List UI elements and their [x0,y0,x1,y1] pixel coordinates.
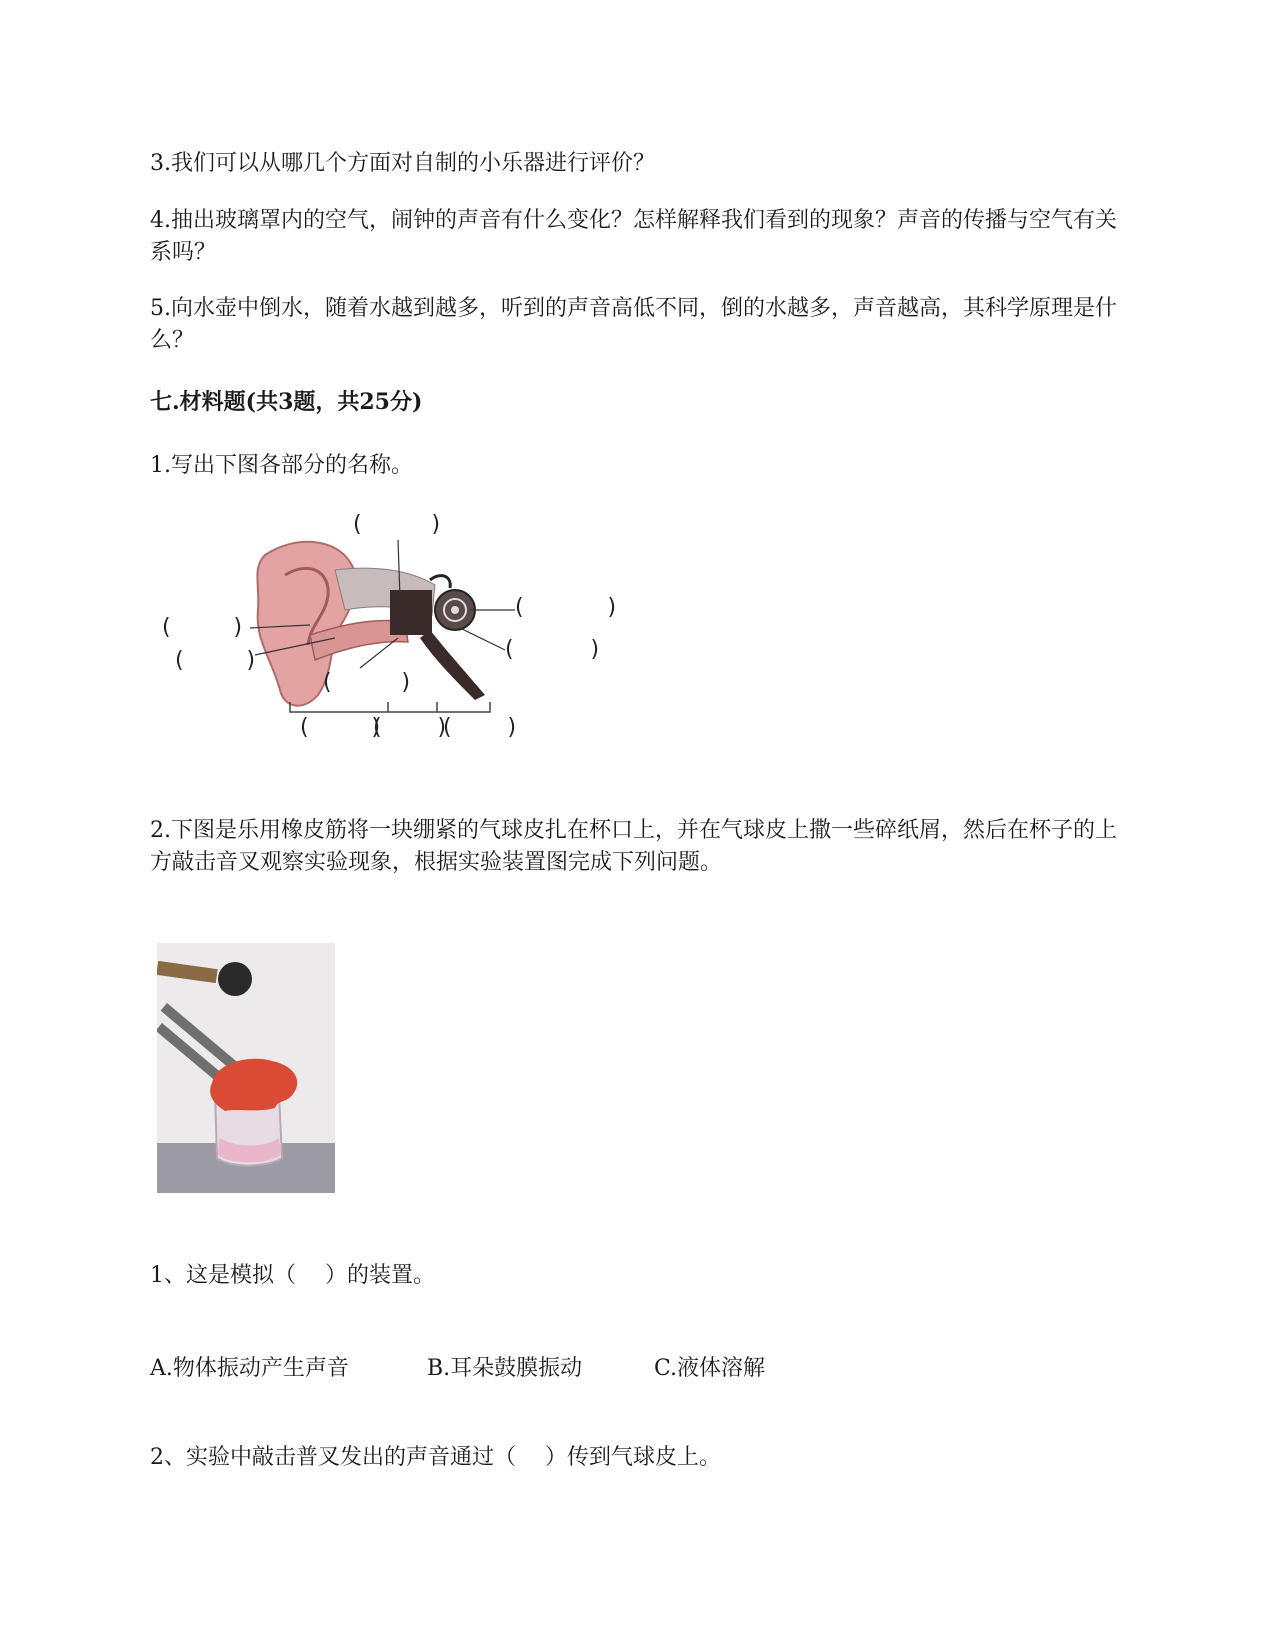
material-question-2: 2.下图是乐用橡皮筋将一块绷紧的气球皮扎在杯口上，并在气球皮上撒一些碎纸屑，然后在杯子的上方敲击音叉观察实验现象，根据实验装置图完成下列问题。 [150,818,1117,875]
label-blank-bracket-1: ( ) [300,715,381,740]
label-blank-bracket-3: ( ) [443,715,517,740]
label-blank-left-bottom: ( ) [175,648,256,673]
question-5: 5.向水壶中倒水，随着水越到越多，听到的声音高低不同，倒的水越多，声音越高，其科学原理是什么？ [150,296,1117,353]
experiment-photo [157,943,335,1193]
label-blank-bottom-middle: ( ) [323,670,411,695]
sub-question-2: 2、实验中敲击普叉发出的声音通过（ ）传到气球皮上。 [150,1445,721,1470]
material-question-1: 1.写出下图各部分的名称。 [150,453,413,478]
label-blank-top: ( ) [353,512,441,537]
option-b: B.耳朵鼓膜振动 [427,1356,583,1381]
option-c: C.液体溶解 [654,1356,766,1381]
label-blank-bracket-2: ( ) [373,715,447,740]
label-blank-left-top: ( ) [162,615,243,640]
question-4: 4.抽出玻璃罩内的空气，闹钟的声音有什么变化？怎样解释我们看到的现象？声音的传播与空气有关系吗？ [150,208,1117,265]
section-heading: 七.材料题(共3题，共25分) [150,389,423,415]
label-blank-right-top: ( ) [515,595,617,620]
sub-question-1: 1、这是模拟（ ）的装置。 [150,1263,435,1288]
question-3: 3.我们可以从哪几个方面对自制的小乐器进行评价？ [150,151,655,176]
ear-diagram [160,510,640,770]
label-blank-right-bottom: ( ) [505,637,600,662]
tuning-fork-balloon-cup-illustration [157,943,335,1193]
option-a: A.物体振动产生声音 [150,1356,349,1381]
